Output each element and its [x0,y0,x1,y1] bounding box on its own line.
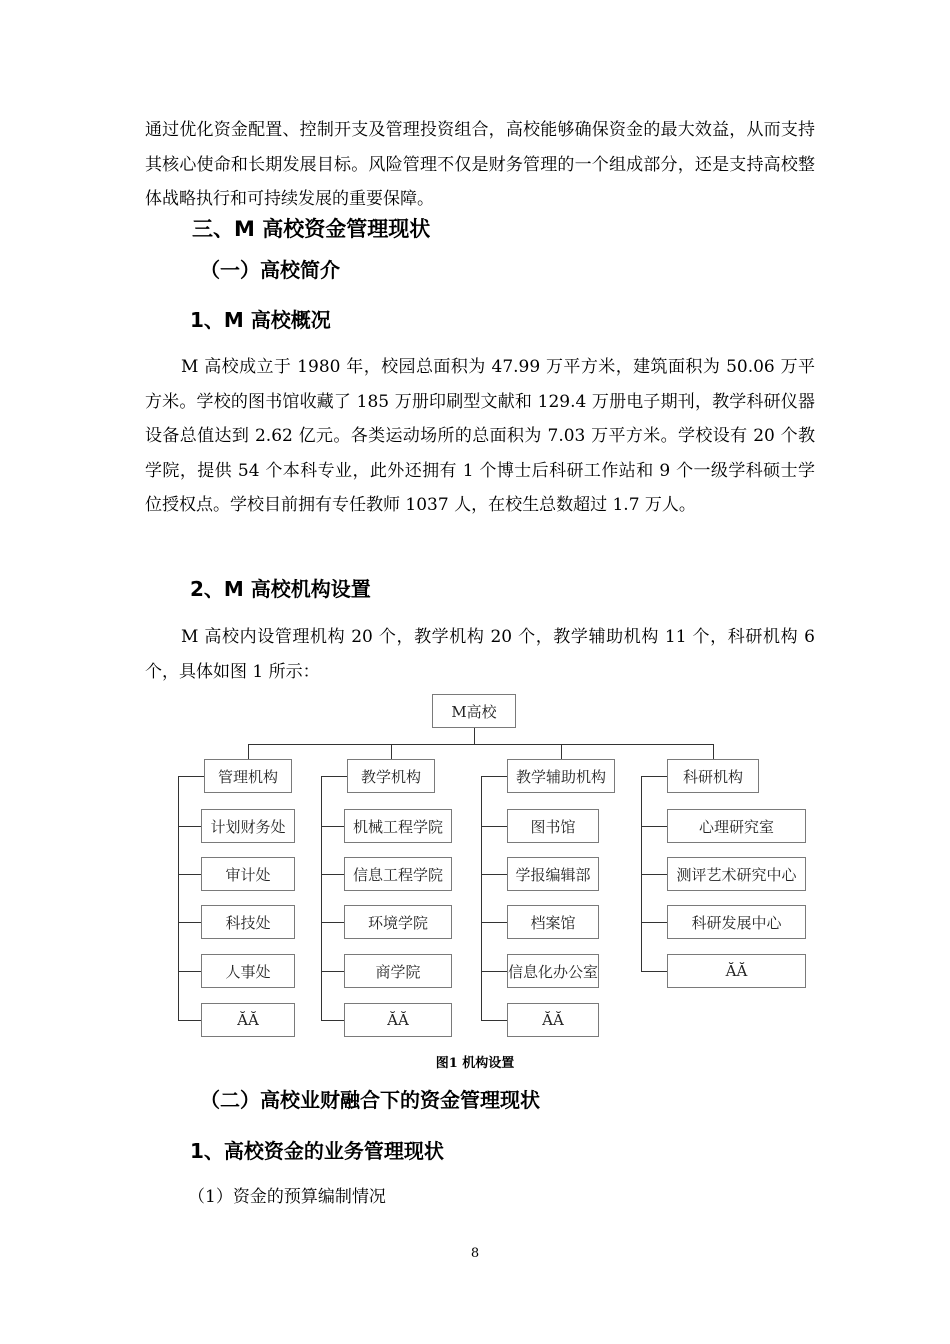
subsection-budget: （1）资金的预算编制情况 [188,1187,386,1207]
paragraph-structure: M 高校内设管理机构 20 个，教学机构 20 个，教学辅助机构 11 个，科研机构 6 个，具体如图 1 所示： [145,627,815,682]
org-head-branch [321,776,347,777]
org-group-head: 教学辅助机构 [507,759,615,793]
figure-caption: 图1 机构设置 [435,1056,515,1071]
item-heading-1: 1、M 高校概况 [190,308,331,332]
item-heading-3: 1、高校资金的业务管理现状 [190,1139,444,1163]
org-trunk [481,776,482,1020]
org-item-box: ĂĂ [201,1003,295,1037]
org-root-connector [474,728,475,744]
org-top-bar [248,744,713,745]
org-item-branch [321,971,344,972]
org-item-branch [481,1020,507,1021]
org-item-box: 科研发展中心 [667,905,806,939]
org-head-branch [178,776,204,777]
org-head-drop [561,744,562,759]
org-item-box: ĂĂ [507,1003,599,1037]
page-number: 8 [470,1246,480,1261]
org-group-head: 教学机构 [347,759,435,793]
org-item-box: ĂĂ [344,1003,452,1037]
org-group-head: 科研机构 [667,759,759,793]
org-head-drop [248,744,249,759]
org-item-box: 环境学院 [344,905,452,939]
org-item-box: 信息工程学院 [344,857,452,891]
org-root-box [432,694,516,728]
item-heading-2: 2、M 高校机构设置 [190,577,371,601]
org-item-box: ĂĂ [667,954,806,988]
org-item-box: 学报编辑部 [507,857,599,891]
org-head-drop [713,744,714,759]
paragraph-intro: 通过优化资金配置、控制开支及管理投资组合，高校能够确保资金的最大效益，从而支持其核心使命和长期发展目标。风险管理不仅是财务管理的一个组成部分，还是支持高校整体战略执行和可持续发展的重要保障。 [145,120,815,209]
org-group-head: 管理机构 [204,759,292,793]
org-item-branch [178,922,201,923]
subsection-heading-2: （二）高校业财融合下的资金管理现状 [200,1088,540,1112]
org-item-branch [178,971,201,972]
org-head-branch [481,776,507,777]
org-head-branch [641,776,667,777]
org-trunk [321,776,322,1020]
section-heading: 三、M 高校资金管理现状 [192,217,431,241]
org-item-branch [321,826,344,827]
org-item-branch [321,874,344,875]
org-item-box: 心理研究室 [667,809,806,843]
paragraph-overview: M 高校成立于 1980 年，校园总面积为 47.99 万平方米，建筑面积为 50.06 万平方米。学校的图书馆收藏了 185 万册印刷型文献和 129.4 万册电子期刊，教学科研仪器设备总值达到 2.62 亿元。各类运动场所的总面积为 7.03 万平方米。学校设有 20 个教学院，提供 54 个本科专业，此外还拥有 1 个博士后科研工作站和 9 个一级学科硕士学位授权点。学校目前拥有专任教师 1037 人，在校生总数超过 1.7 万人。 [145,357,815,515]
org-item-branch [641,971,667,972]
org-item-box: 测评艺术研究中心 [667,857,806,891]
org-item-box: 信息化办公室 [507,954,599,988]
org-item-branch [321,1020,344,1021]
org-item-branch [641,922,667,923]
org-item-branch [178,874,201,875]
org-item-branch [481,874,507,875]
subsection-heading-1: （一）高校简介 [200,258,340,282]
org-item-box: 科技处 [201,905,295,939]
org-item-box: 审计处 [201,857,295,891]
org-item-branch [178,826,201,827]
org-trunk [178,776,179,1020]
org-item-box: 档案馆 [507,905,599,939]
org-item-branch [481,922,507,923]
org-item-branch [641,874,667,875]
org-item-box: 计划财务处 [201,809,295,843]
org-item-box: 图书馆 [507,809,599,843]
org-item-branch [178,1020,201,1021]
org-item-box: 商学院 [344,954,452,988]
org-item-box: 机械工程学院 [344,809,452,843]
org-item-branch [481,826,507,827]
org-item-branch [641,826,667,827]
org-item-branch [321,922,344,923]
org-head-drop [391,744,392,759]
org-item-box: 人事处 [201,954,295,988]
org-root-label: M高校 [451,702,497,721]
org-item-branch [481,971,507,972]
